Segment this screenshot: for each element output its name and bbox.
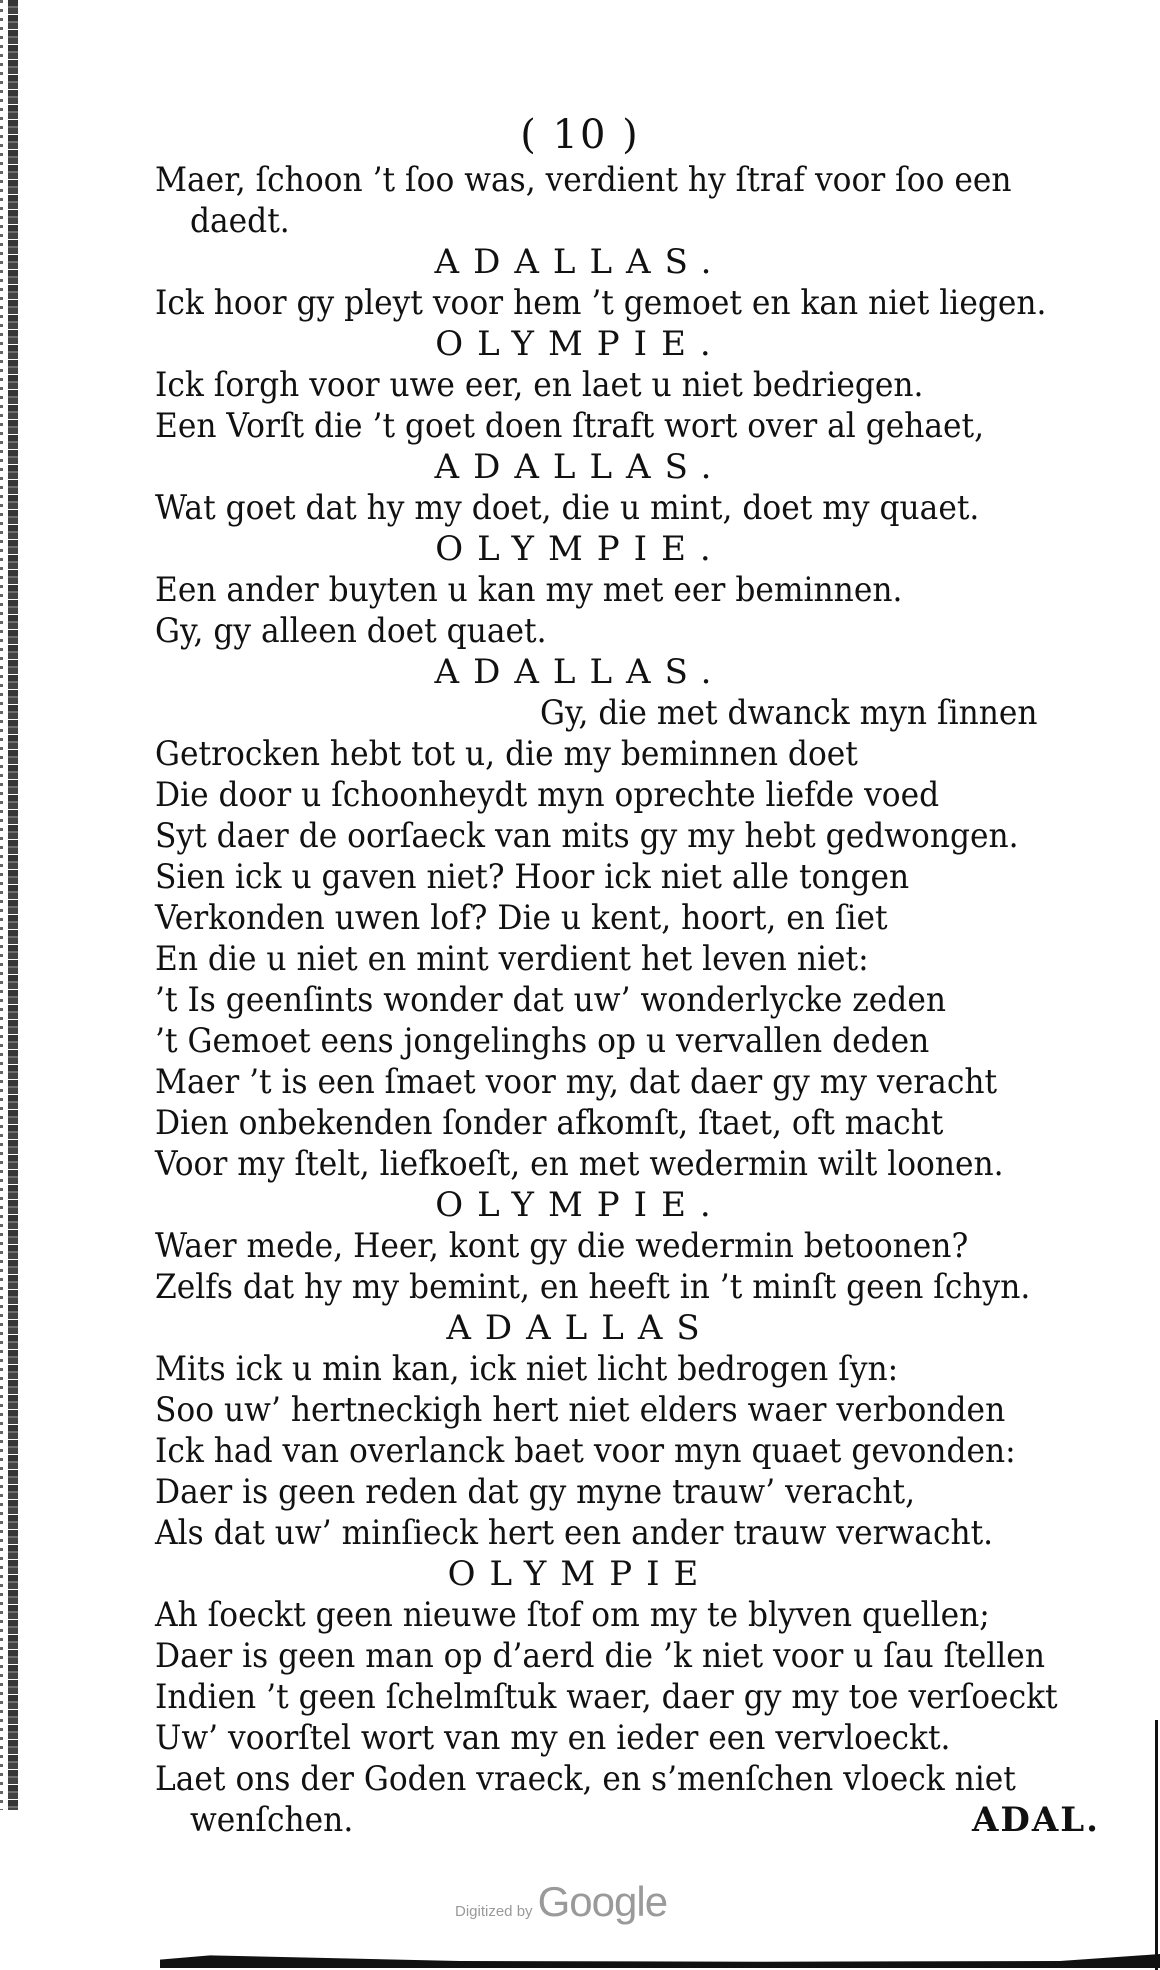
google-logo-text: Google: [537, 1878, 668, 1925]
page-number: ( 10 ): [520, 112, 640, 158]
verse-line: Laet ons der Goden vraeck, en s’menſchen vloeck niet: [155, 1759, 1016, 1799]
catchword: ADAL.: [972, 1800, 1100, 1840]
speaker-heading: ADALLAS.: [434, 652, 726, 692]
verse-line: Gy, die met dwanck myn ſinnen: [540, 693, 1038, 733]
verse-line: Als dat uw’ minſieck hert een ander trauw verwacht.: [155, 1513, 994, 1553]
verse-line: En die u niet en mint verdient het leven niet:: [155, 939, 869, 979]
verse-line: Daer is geen man op d’aerd die ’k niet voor u ſau ſtellen: [155, 1636, 1045, 1676]
speaker-heading: ADALLAS.: [434, 447, 726, 487]
speaker-heading: ADALLAS: [446, 1308, 714, 1348]
speaker-heading: OLYMPIE.: [435, 324, 725, 364]
verse-line: Voor my ſtelt, liefkoeſt, en met wedermin wilt loonen.: [155, 1144, 1004, 1184]
verse-line: Ick ſorgh voor uwe eer, en laet u niet bedriegen.: [155, 365, 924, 405]
verse-line: Verkonden uwen lof? Die u kent, hoort, en ſiet: [155, 898, 888, 938]
watermark-prefix: Digitized by: [455, 1903, 533, 1920]
speaker-heading: ADALLAS.: [434, 242, 726, 282]
verse-line: Getrocken hebt tot u, die my beminnen doet: [155, 734, 858, 774]
verse-line: Gy, gy alleen doet quaet.: [155, 611, 547, 651]
verse-line: Ick hoor gy pleyt voor hem ’t gemoet en kan niet liegen.: [155, 283, 1047, 323]
verse-line: ’t Is geenſints wonder dat uw’ wonderlycke zeden: [155, 980, 946, 1020]
verse-line: Mits ick u min kan, ick niet licht bedrogen ſyn:: [155, 1349, 899, 1389]
verse-line: Soo uw’ hertneckigh hert niet elders waer verbonden: [155, 1390, 1006, 1430]
page-edge-right: [1155, 1720, 1158, 1970]
verse-line: daedt.: [190, 201, 290, 241]
verse-line: Die door u ſchoonheydt myn oprechte liefde voed: [155, 775, 940, 815]
digitized-by-google-watermark: [455, 1878, 667, 1926]
speaker-heading: OLYMPIE: [447, 1554, 713, 1594]
verse-line: wenſchen.: [190, 1800, 354, 1840]
verse-line: Uw’ voorſtel wort van my en ieder een vervloeckt.: [155, 1718, 951, 1758]
verse-line: Waer mede, Heer, kont gy die wedermin betoonen?: [155, 1226, 969, 1266]
verse-line: Indien ’t geen ſchelmſtuk waer, daer gy my toe verſoeckt: [155, 1677, 1058, 1717]
verse-line: Daer is geen reden dat gy myne trauw’ veracht,: [155, 1472, 916, 1512]
verse-line: Zelfs dat hy my bemint, en heeft in ’t minſt geen ſchyn.: [155, 1267, 1031, 1307]
verse-line: Ah ſoeckt geen nieuwe ſtof om my te blyven quellen;: [155, 1595, 990, 1635]
page-edge-bottom: [160, 1954, 1160, 1968]
verse-line: Een Vorſt die ’t goet doen ſtraft wort over al gehaet,: [155, 406, 985, 446]
verse-line: Syt daer de oorſaeck van mits gy my hebt gedwongen.: [155, 816, 1019, 856]
verse-line: Dien onbekenden ſonder afkomſt, ſtaet, oft macht: [155, 1103, 944, 1143]
verse-line: Wat goet dat hy my doet, die u mint, doet my quaet.: [155, 488, 980, 528]
verse-line: Ick had van overlanck baet voor myn quaet gevonden:: [155, 1431, 1016, 1471]
speaker-heading: OLYMPIE.: [435, 1185, 725, 1225]
verse-line: Maer ’t is een ſmaet voor my, dat daer gy my veracht: [155, 1062, 998, 1102]
speaker-heading: OLYMPIE.: [435, 529, 725, 569]
verse-line: Een ander buyten u kan my met eer beminnen.: [155, 570, 903, 610]
verse-line: Maer, ſchoon ’t ſoo was, verdient hy ſtraf voor ſoo een: [155, 160, 1012, 200]
verse-line: ’t Gemoet eens jongelinghs op u vervallen deden: [155, 1021, 930, 1061]
verse-line: Sien ick u gaven niet? Hoor ick niet alle tongen: [155, 857, 910, 897]
